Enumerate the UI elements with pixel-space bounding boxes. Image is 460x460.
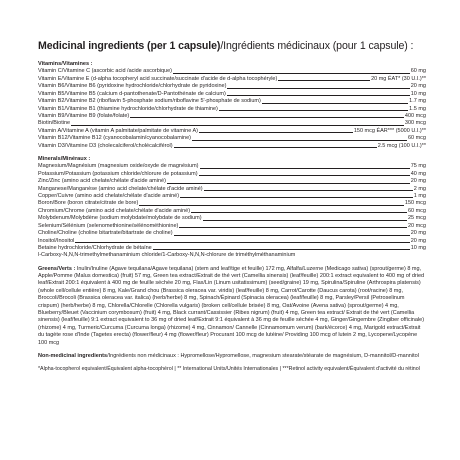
vitamins-row [38,91,426,98]
ingredient-amount: 60 mg [410,68,426,75]
dot-leader [191,212,407,213]
dot-leader [199,175,410,176]
minerals-row [38,245,426,252]
ingredient-amount: 60 mcg [407,207,426,214]
title-regular: /Ingrédients médicinaux (pour 1 capsule) : [220,40,414,52]
ingredient-amount: 1 mg [413,192,426,199]
dot-leader [153,249,410,250]
minerals-list [38,163,426,260]
minerals-row [38,230,426,237]
ingredient-name: Vitamin B5/Vitamine B5 (calcium d-pantothenate/D-Pantothénate de calcium) [38,90,226,97]
ingredient-name: Zinc/Zinc (amino acid chelate/chélate d'acide aminé) [38,178,166,185]
ingredient-name: Betaine hydrochloride/Chlorhydrate de bétaïne [38,245,152,252]
greens-text: Inulin/Inuline (Agave tequilana/Agave tequilana) (stem and leaf/tige et feuille) 172 mg, Alfalfa/Luzerne (Medicago sativa) (sprout/germe) 8 mg, Apple/Pomme (Malus domestica) (fruit) 57 mg, Green tea extract/Extrait de thé vert (Camellia sinensis) (leaf/feuille) 200:1 extract equivalent to 400 mg of dried leaf/Extrait 200:1 équivalent à 400 mg de feuille séchée 20 mg, Flax/Lin (Linum usitatissimum) (seed/graine) 19 mg, Spirulina/Spiruline (Arthrospira platensis) (whole cell/cellule entière) 8 mg, Kale/Grand chou (Brassica oleracea var. viridis) (leaf/feuille) 8 mg, Carrot/Carotte (Daucus carota) (root/racine) 8 mg, Broccoli/Brocoli (Brassica oleracea var. italica) (herb/herbe) 8 mg, Spinach/Épinard (Spinacia oleracea) (leaf/feuille) 8 mg, Parsley/Persil (Petroselinum crispum) (herb/herbe) 8 mg, Chlorella/Chlorelle (Chlorella vulgaris) (broken cell/cellule brisée) 8 mg, Oat/Avoine (Avena sativa) (sprout/germe) 4 mg, Blueberry/Bleuet (Vaccinium corymbosum) (fruit) 4 mg, Black currant/Cassissier (Ribes nigrum) (fruit) 4 mg, Green tea extract/ Extrait de thé vert (Camellia sinensis) (leaf/feuille) 9:1 extract equivalent to 36 mg of dried leaf/Extrait 9:1 équivalent à 36 mg de feuille séchée 4 mg, Ginger/Gingembre (Zingiber officinale) (rhizome) 4 mg, Turmeric/Curcuma (Curcuma longa) (rhizome) 4 mg, Cinnamon/ Cannelle (Cinnamomum verum) (bark/écorce) 4 mg, Marigold extract/Extrait du tagète rose d'Inde (Tagetes erecta) (flower/fleur) 4 mg (flower/fleur) Procurant 100 mcg de lutéine/ Providing 100 mcg of lutein 2 mg, Lycopene/Lycopène 100 mcg [38,265,425,346]
vitamins-row [38,83,426,90]
ingredient-name: Vitamin A/Vitamine A (vitamin A palmitate/palmitate de vitamine A) [38,127,198,134]
minerals-row [38,238,426,245]
minerals-row [38,193,426,200]
page-title [38,40,426,52]
nonmedicinal-paragraph [38,353,426,360]
ingredient-amount: 10 mg [410,245,426,252]
minerals-row [38,200,426,207]
ingredient-amount: 40 mg [410,170,426,177]
vitamins-row [38,135,426,142]
vitamins-row [38,113,426,120]
ingredient-name: Vitamin D3/Vitamine D3 (cholecalciferol/cholécalciférol) [38,142,173,149]
ingredient-amount: 1.5 mg [409,105,426,112]
dot-leader [199,132,353,133]
dot-leader [192,140,407,141]
vitamins-row [38,106,426,113]
dot-leader [278,80,370,81]
vitamins-row [38,68,426,75]
ingredient-name: Boron/Bore (boron citrate/citrate de bore) [38,200,139,207]
dot-leader [174,235,410,236]
dot-leader [71,125,404,126]
dot-leader [227,95,410,96]
footnote: *Alpha-tocopherol equivalent/Équivalent alpha-tocophérol | ** International Units/Unités Internationales | ***Retinol activity equivalent/Équivalent d'activité du rétinol [38,365,420,372]
ingredient-name: Vitamin B12/Vitamine B12 (cyanocobalamin/cyanocobalamine) [38,135,191,142]
ingredient-name: Inositol/Inositol [38,237,75,244]
nonmedicinal-text: /Ingrédients non médicinaux : Hypromellose/Hypromellose, magnesium stearate/stéarate de magnésium, D-mannitol/D-mannitol [107,352,419,359]
ingredient-amount: 20 mg [410,178,426,185]
ingredient-amount: 20 mcg [407,222,426,229]
greens-heading: Greens/Verts : [38,265,76,272]
minerals-row [38,178,426,185]
ingredient-name: Potassium/Potassium (potassium chloride/chlorure de potassium) [38,170,198,177]
ingredient-amount: 20 mg [410,237,426,244]
dot-leader [219,110,408,111]
dot-leader [130,117,404,118]
minerals-heading: Minerals/Minéraux : [38,155,91,162]
minerals-row [38,171,426,178]
dot-leader [204,190,413,191]
dot-leader [167,183,410,184]
title-bold: Medicinal ingredients (per 1 capsule) [38,40,221,52]
ingredient-amount: 1.7 mg [409,98,426,105]
ingredient-amount: 150 mcg [404,200,426,207]
dot-leader [200,168,410,169]
dot-leader [173,73,410,74]
ingredient-name: Molybdenum/Molybdène (sodium molybdate/molybdate de sodium) [38,215,202,222]
ingredients-panel [38,40,426,373]
ingredient-amount: 2 mg [413,185,426,192]
minerals-row [38,252,426,259]
greens-paragraph [38,266,426,347]
vitamins-row [38,76,426,83]
nonmedicinal-heading: Non-medicinal ingredients [38,352,108,359]
ingredient-amount: 20 mg ÉAT* (30 U.I.)** [371,75,426,82]
ingredient-name: Magnesium/Magnésium (magnesium oxide/oxyde de magnésium) [38,163,199,170]
ingredient-name: Choline/Choline (choline bitartrate/bitartrate de choline) [38,230,173,237]
dot-leader [180,197,413,198]
ingredient-name: Vitamin B1/Vitamine B1 (thiamine hydrochloride/chlorhydrate de thiamine) [38,105,218,112]
ingredient-name: Vitamin E/Vitamine E (d-alpha tocopheryl acid succinate/succinate d'acide de d-alpha tocophéryle) [38,75,278,82]
dot-leader [203,220,407,221]
ingredient-amount: 2.5 mcg (100 U.I.)** [377,142,426,149]
ingredient-name: Vitamin B6/Vitamine B6 (pyridoxine hydrochloride/chlorhydrate de pyridoxine) [38,83,227,90]
ingredient-amount: 10 mg [410,90,426,97]
vitamins-row [38,128,426,135]
ingredient-amount: 20 mg [410,230,426,237]
ingredient-amount: 20 mg [410,83,426,90]
ingredient-name: Chromium/Chrome (amino acid chelate/chélate d'acide aminé) [38,207,191,214]
ingredient-name: Copper/Cuivre (amino acid chelate/chélate d'acide aminé) [38,192,180,199]
ingredient-name: Vitamin C/Vitamine C (ascorbic acid /acide ascorbique) [38,68,172,75]
dot-leader [227,88,409,89]
ingredient-amount: 75 mg [410,163,426,170]
vitamins-list [38,68,426,150]
ingredient-amount: 25 mcg [407,215,426,222]
minerals-row [38,215,426,222]
ingredient-name: Selenium/Sélénium (selenomethionine/sélénométhionine) [38,222,179,229]
ingredient-amount: 150 mcg ÉAR*** (5000 U.I.)** [353,127,426,134]
ingredient-name: Vitamin B9/Vitamine B9 (folate/folate) [38,113,130,120]
vitamins-row [38,143,426,150]
dot-leader [139,205,404,206]
minerals-row [38,223,426,230]
ingredient-name: Biotin/Biotine [38,120,71,127]
minerals-row [38,208,426,215]
ingredient-name: l-Carboxy-N,N,N-trimethylmethanaminium chloride/1-Carboxy-N,N,N-chlorure de triméthylméthanaminium [38,252,296,259]
ingredient-amount: 60 mcg [407,135,426,142]
minerals-row [38,163,426,170]
ingredient-name: Manganese/Manganèse (amino acid chelate/chélate d'acide aminé) [38,185,203,192]
minerals-row [38,186,426,193]
vitamins-row [38,98,426,105]
vitamins-heading: Vitamins/Vitamines : [38,61,93,67]
ingredient-name: Vitamin B2/Vitamine B2 (riboflavin 5-phosphate sodium/riboflavine 5'-phosphate de sodium) [38,98,261,105]
dot-leader [174,147,377,148]
dot-leader [179,227,407,228]
ingredient-amount: 300 mcg [404,120,426,127]
ingredient-amount: 400 mcg [404,113,426,120]
dot-leader [75,242,409,243]
dot-leader [262,103,408,104]
vitamins-row [38,120,426,127]
